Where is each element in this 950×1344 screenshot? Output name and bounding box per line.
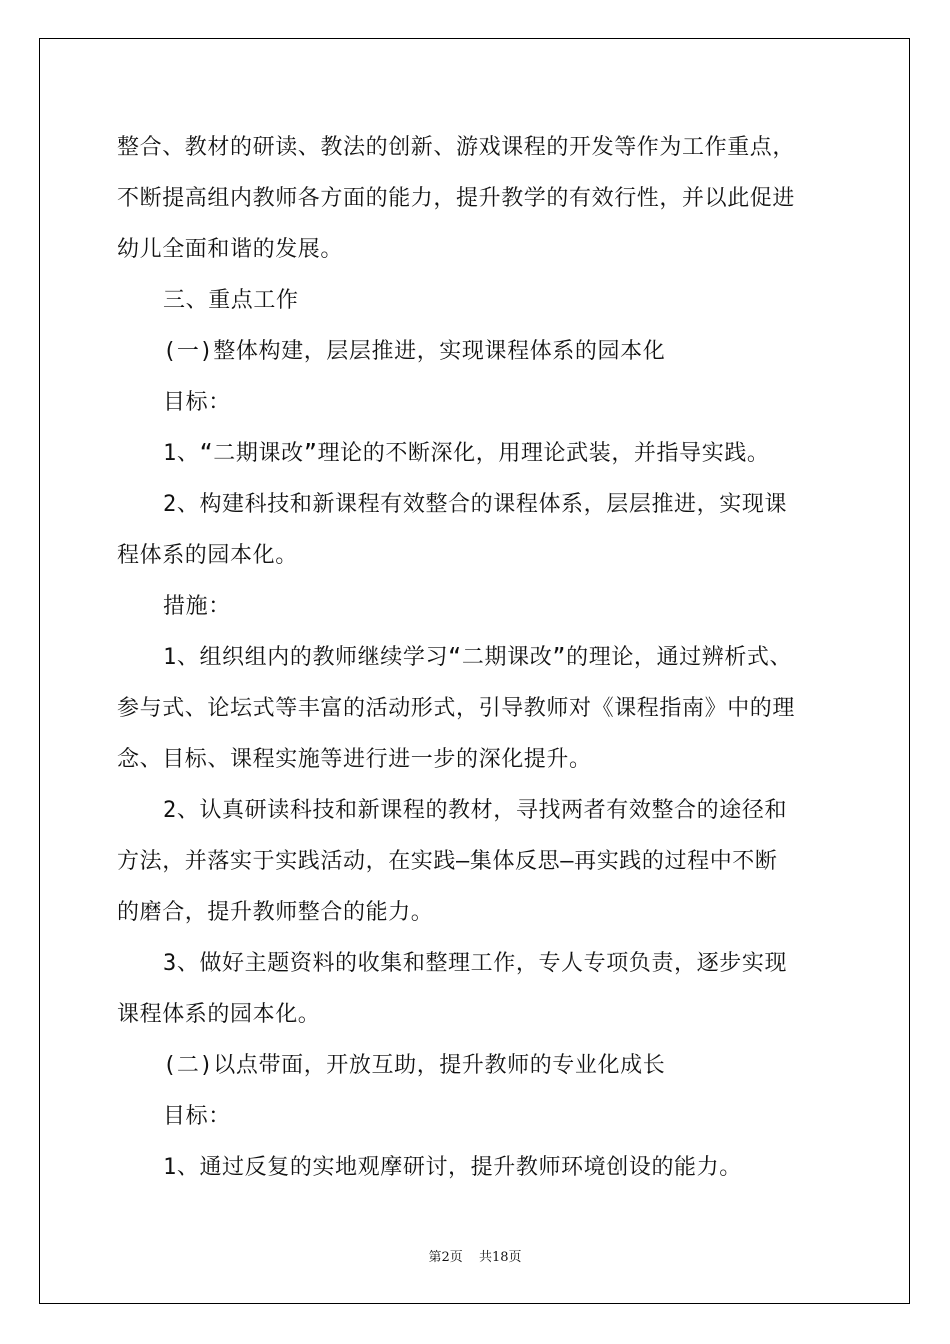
text-line: (二)以点带面，开放互助，提升教师的专业化成长	[163, 1053, 666, 1078]
text-line: 参与式、论坛式等丰富的活动形式，引导教师对《课程指南》中的理	[117, 696, 796, 721]
text-line: 目标：	[163, 1104, 231, 1129]
text-line: 措施：	[163, 594, 231, 619]
text-line: 1、通过反复的实地观摩研讨，提升教师环境创设的能力。	[163, 1155, 742, 1180]
text-line: 幼儿全面和谐的发展。	[117, 237, 344, 262]
text-line: 程体系的园本化。	[117, 543, 298, 568]
text-line: 三、重点工作	[163, 288, 299, 313]
text-line: (一)整体构建，层层推进，实现课程体系的园本化	[163, 339, 666, 364]
text-line: 方法，并落实于实践活动，在实践—集体反思—再实践的过程中不断	[117, 849, 778, 874]
document-body	[117, 122, 837, 1193]
text-line: 整合、教材的研读、教法的创新、游戏课程的开发等作为工作重点，	[117, 135, 796, 160]
text-line: 的磨合，提升教师整合的能力。	[117, 900, 434, 925]
text-line: 2、认真研读科技和新课程的教材，寻找两者有效整合的途径和	[163, 798, 788, 823]
current-page-label: 第2页	[428, 1250, 463, 1265]
text-line: 念、目标、课程实施等进行进一步的深化提升。	[117, 747, 592, 772]
page-footer	[0, 1246, 950, 1265]
text-line: 2、构建科技和新课程有效整合的课程体系，层层推进，实现课	[163, 492, 788, 517]
text-line: 3、做好主题资料的收集和整理工作，专人专项负责，逐步实现	[163, 951, 788, 976]
text-line: 不断提高组内教师各方面的能力，提升教学的有效行性，并以此促进	[117, 186, 796, 211]
text-line: 目标：	[163, 390, 231, 415]
text-line: 课程体系的园本化。	[117, 1002, 321, 1027]
total-pages-label: 共18页	[478, 1250, 522, 1265]
text-line: 1、“二期课改”理论的不断深化，用理论武装，并指导实践。	[163, 441, 770, 466]
text-line: 1、组织组内的教师继续学习“二期课改”的理论，通过辨析式、	[163, 645, 793, 670]
